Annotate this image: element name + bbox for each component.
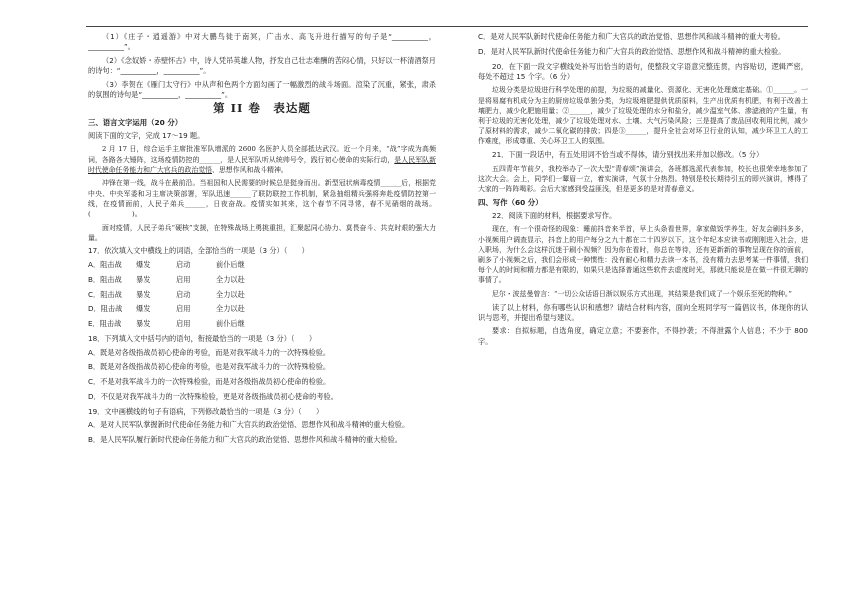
- q18-option-a: A．既是对各级指战员初心使命的考验，而是对我军战斗力的一次特殊检验。: [88, 347, 331, 357]
- q17-option-row: [88, 290, 436, 300]
- q17-option-cell: 全力以赴: [216, 289, 245, 299]
- q21-passage: 五四青年节前夕，我校举办了一次大型“青春颂”演讲会，各班都选派代表参加，校长也很荣幸地参加了这次大会。会上，同学们一颦眉一立，着实演讲，气氛十分热烈。特别是校长期待引五的即兴演讲，博得了大家的一阵阵喝彩。会后大家感到受益匪浅，但是更多的是对青春意义。: [478, 164, 808, 193]
- q22-task: 读了以上材料，你有哪些认识和感想？请结合材料内容，面向全班同学写一篇倡议书，体现你的认识与思考，并提出希望与建议。: [478, 302, 808, 322]
- q17-option-cell: D．阻击战: [88, 304, 123, 314]
- q17-option-row: [88, 275, 436, 285]
- q17-option-cell: C．阻击战: [88, 289, 122, 299]
- top-rule: [86, 26, 808, 27]
- section-3-heading: 三、语言文字运用（20 分）: [88, 117, 183, 127]
- q22-quote: 尼尔・波兹曼曾言：“一切公众话语日渐以娱乐方式出现，其结果是我们成了一个娱乐至死的物种。”: [492, 290, 792, 298]
- q17-option-cell: 暴发: [136, 274, 151, 284]
- q22-material-1: 现在，有一个很奇怪的现象：睡前抖音来半首，早上头条看世界，拿家做饭学养生，好友会刷抖多多，小视频用户调查显示，抖音上的用户每分之九十都在二十四岁以下，这个年纪本应读书或刚刚进入社会，进入职场，为什么会这样沉迷于刷小视频？因为你在看时，你总在等待，还有更新新的事物呈现在你的面前，刷多了小视频之后，我们会形成一种惯性：没有耐心和精力去读一本书，没有精力去思考某一件事情，我们每个人的时间和精力都是有限的，如果只是选择普通这些软件去虚度时光，那就只能说是在做一件很无聊的事情了。: [478, 225, 808, 285]
- q17-option-row: [88, 260, 436, 270]
- q17-option-cell: 启用: [176, 274, 191, 284]
- q17-option-cell: 爆发: [136, 259, 151, 269]
- passage-paragraph-1: [88, 144, 436, 175]
- volume-title: 第 II 卷 表达题: [213, 101, 311, 116]
- question-19: 19．文中画横线的句子有语病，下列修改最恰当的一项是（3 分）（ ）: [88, 406, 324, 416]
- q17-option-cell: B．阻击战: [88, 274, 122, 284]
- q17-option-cell: 启用: [176, 319, 191, 329]
- passage-1-part-b: 、思想作风和战斗精神。: [212, 165, 288, 174]
- reading-instruction: 阅读下面的文字，完成 17～19 题。: [88, 130, 205, 140]
- q17-option-cell: 前仆后继: [216, 319, 245, 329]
- q17-option-cell: E．阻击战: [88, 319, 122, 329]
- question-20: 20．在下面一段文字横线处补写出恰当的语句，使整段文字语意完整连贯，内容贴切，逻辑严密，每处不超过 15 个字。（6 分）: [478, 61, 808, 81]
- q17-option-cell: 前仆后继: [216, 259, 245, 269]
- q17-options: [88, 260, 436, 329]
- q19-option-d: D．是对人民军队新时代使命任务能力和广大官兵的政治觉悟、思想作风和战斗精神的重大检验。: [478, 46, 786, 56]
- question-21: 21．下面一段话中，有五处用词不恰当或不得体，请分别找出来并加以修改。（5 分）: [492, 150, 764, 159]
- q19-option-b: B．是人民军队履行新时代使命任务能力和广大官兵的政治觉悟、思想作风和战斗精神的重大检验。: [88, 435, 402, 445]
- question-22: 22．阅读下面的材料，根据要求写作。: [492, 210, 617, 220]
- q17-option-cell: 暴发: [136, 289, 151, 299]
- underlined-sentence: 是人民军队新时代使命任务能力和广大官兵的政治觉悟: [88, 155, 437, 174]
- question-17: 17．依次填入文中横线上的词语，全部恰当的一项是（3 分）（ ）: [88, 246, 309, 256]
- q17-option-row: [88, 319, 436, 329]
- q20-passage: 垃圾分类是垃圾进行科学处理的前提，为垃圾的减量化、资源化、无害化处理奠定基础。①______。一是将易腐有机成分为主的厨房垃圾单独分类，为垃圾堆肥提供优质原料，生产出优质有机肥，有利于改善土壤肥力，减少化肥施用量；②______，减少了垃圾处理的水分和盐分，减少温室气体、渗滤液的产生量，有利于垃圾的无害化处理，减少了垃圾处理对水、土壤、大气污染风险；三是提高了废品回收利用比例，减少了原材料的需求，减少二氧化碳的排放；四是③______，提升全社会对环卫行业的认知，减少环卫工人的工作难度，形成尊重、关心环卫工人的氛围。: [478, 86, 808, 146]
- q18-option-d: D．不仅是对我军战斗力的一次特殊检验，更是对各级指战员初心使命的考验。: [88, 391, 338, 401]
- right-column: [478, 32, 808, 350]
- q17-option-cell: A．阻击战: [88, 259, 122, 269]
- q18-option-c: C．不是对我军战斗力的一次特殊检验，而是对各级指战员初心使命的检验。: [88, 377, 331, 387]
- q22-requirements: 要求：自拟标题，自选角度，确定立意；不要套作，不得抄袭；不得泄露个人信息；不少于 800 字。: [478, 326, 808, 346]
- question-18: 18．下列填入文中括号内的语句，衔接最恰当的一项是（3 分）（ ）: [88, 333, 317, 343]
- left-column: [88, 32, 436, 450]
- q17-option-cell: 启动: [176, 289, 191, 299]
- q18-option-b: B．既是对各级指战员初心使命的考验，也是对我军战斗力的一次特殊检验。: [88, 362, 331, 372]
- q16-item-3: （3）李贺在《雁门太守行》中从声和色两个方面勾画了一幅激烈的战斗场面。渲染了沉重，紧张，肃杀的氛围的诗句是“__________，__________”。: [88, 79, 436, 99]
- q16-item-2: （2）《念奴娇・赤壁怀古》中，诗人凭吊英雄人物，抒发自己壮志难酬的苦闷心情，只好以一杯清酒祭月的诗句：“__________，__________”。: [88, 55, 436, 75]
- passage-paragraph-2: 冲锋在第一线，战斗在最前沿。当祖国和人民需要的时候总是挺身而出。新型冠状病毒疫情______后，根据党中央、中央军委和习主席决策部署，军队迅速______了联防联控工作机制，紧急抽组精兵强将奔赴疫情防控第一线，在疫情面前，人民子弟兵______，日夜奋战。疫情实如其来，这个春节不同寻常，春不见硝烟的战场。( )。: [88, 179, 436, 218]
- section-4-heading: 四、写作（60 分）: [478, 197, 543, 207]
- q17-option-cell: 启用: [176, 304, 191, 314]
- q17-option-cell: 爆发: [136, 304, 151, 314]
- q17-option-row: [88, 304, 436, 314]
- q17-option-cell: 暴发: [136, 319, 151, 329]
- q19-option-c: C．是对人民军队新时代使命任务能力和广大官兵的政治觉悟、思想作风和战斗精神的重大考验。: [478, 32, 785, 41]
- q17-option-cell: 全力以赴: [216, 304, 245, 314]
- q19-option-a: A．是对人民军队掌握新时代使命任务能力和广大官兵的政治觉悟、思想作风和战斗精神的重大检验。: [88, 420, 410, 430]
- q17-option-cell: 全力以赴: [216, 274, 245, 284]
- passage-paragraph-3: 面对疫情，人民子弟兵“硬核”支援，在特殊战场上勇挑重担，汇聚起同心协力、莫畏奋斗、共克时艰的强大力量。: [88, 223, 436, 242]
- q16-item-1: （1）《庄子・逍遥游》中对大鹏鸟徙于南冥，广击水、高飞升进行描写的句子是“__________，__________”。: [88, 32, 436, 52]
- q17-option-cell: 启动: [176, 259, 191, 269]
- passage-1-part-a: 2 月 17 日，综合运手主席批准军队增派的 2600 名医护人员全部抵达武汉。近一个月来，“战”字成为高频词，各路各大锤阵，这场疫情防控的______，是人民军队听从统帅号令，践行初心使命的实际行动，: [88, 145, 436, 164]
